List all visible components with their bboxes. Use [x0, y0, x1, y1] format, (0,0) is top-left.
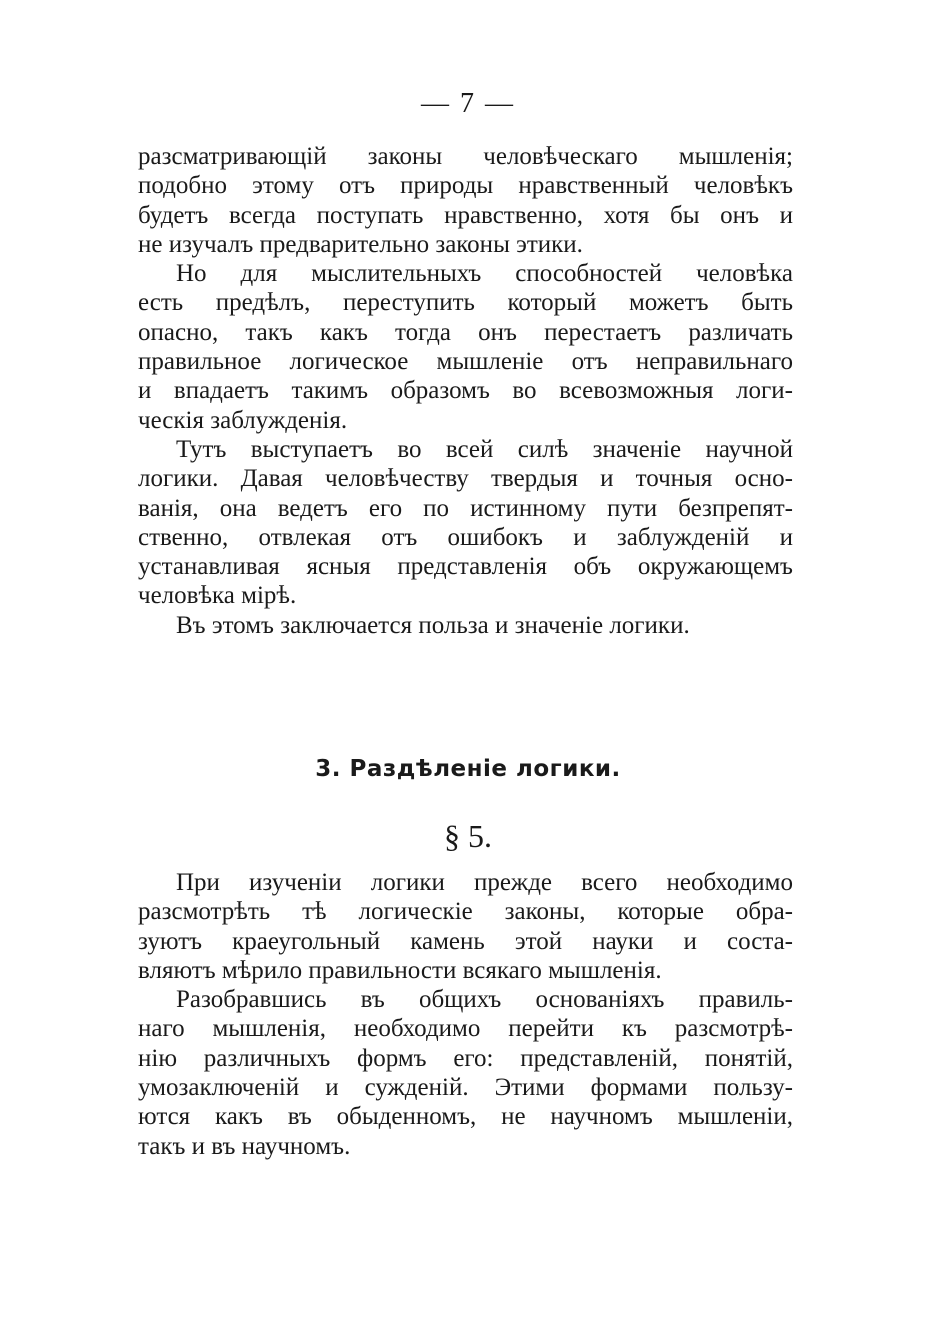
text-line: не изучалъ предварительно законы этики.: [138, 230, 583, 258]
top-text-block: [138, 142, 793, 640]
text-line: будетъ всегда поступать нравственно, хотя бы онъ и: [138, 201, 793, 229]
text-line: умозаключеній и сужденій. Этими формами пользу-: [138, 1074, 793, 1102]
text-line: ются какъ въ обыденномъ, не научномъ мышленіи,: [138, 1103, 793, 1131]
text-line: Тутъ выступаетъ во всей силѣ значеніе научной: [176, 435, 793, 463]
text-line: логики. Давая человѣчеству твердыя и точныя осно-: [138, 465, 793, 493]
text-line: Разобравшись въ общихъ основаніяхъ правиль-: [176, 986, 793, 1014]
text-line: наго мышленія, необходимо перейти къ разсмотрѣ-: [138, 1015, 793, 1043]
text-line: и впадаетъ такимъ образомъ во всевозможныя логи-: [138, 377, 793, 405]
text-line: вляютъ мѣрило правильности всякаго мышленія.: [138, 956, 662, 984]
text-line: зуютъ краеугольный камень этой науки и соста-: [138, 927, 793, 955]
text-line: Въ этомъ заключается польза и значеніе логики.: [176, 611, 690, 639]
text-line: ванія, она ведетъ его по истинному пути безпрепят-: [138, 494, 793, 522]
text-line: разсматривающій законы человѣческаго мышленія;: [138, 143, 793, 170]
text-line: устанавливая ясныя представленія объ окружающемъ: [138, 553, 793, 581]
text-line: ческія заблужденія.: [138, 406, 348, 434]
bottom-text-block: [138, 868, 793, 1161]
text-line: При изученіи логики прежде всего необходимо: [176, 869, 793, 896]
text-line: правильное логическое мышленіе отъ неправильнаго: [138, 348, 793, 376]
text-line: ственно, отвлекая отъ ошибокъ и заблужденій и: [138, 523, 793, 551]
section-mark: § 5.: [444, 818, 492, 854]
text-line: разсмотрѣть тѣ логическіе законы, которые обра-: [138, 898, 793, 926]
text-line: есть предѣлъ, переступить который можетъ быть: [138, 289, 793, 317]
text-line: такъ и въ научномъ.: [138, 1132, 351, 1160]
text-line: подобно этому отъ природы нравственный человѣкъ: [138, 172, 793, 200]
page-number: — 7 —: [421, 88, 515, 119]
text-line: нію различныхъ формъ его: представленій, понятій,: [138, 1044, 793, 1072]
section-heading: 3. Раздѣленіе логики.: [315, 756, 621, 782]
text-line: Но для мыслительныхъ способностей человѣка: [176, 260, 793, 288]
text-line: человѣка мірѣ.: [138, 582, 297, 610]
text-line: опасно, такъ какъ тогда онъ перестаетъ различать: [138, 318, 793, 346]
